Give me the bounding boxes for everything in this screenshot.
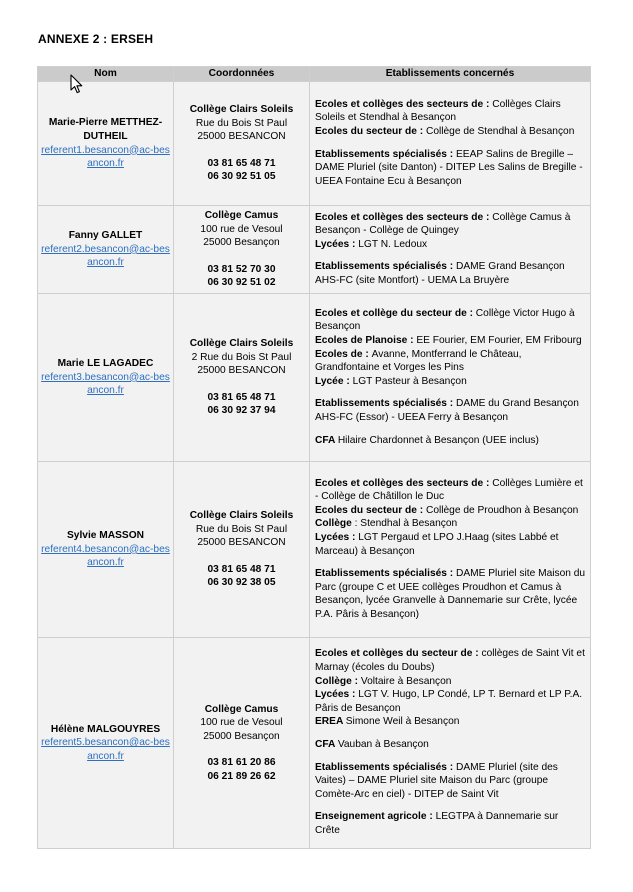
institution-name: Collège Camus: [204, 703, 279, 715]
address-line-2: 25000 BESANCON: [197, 131, 286, 143]
establishment-paragraph: [315, 307, 586, 334]
phone-2: 06 21 89 26 62: [207, 770, 276, 782]
phone-2: 06 30 92 51 02: [207, 277, 276, 289]
establishment-paragraph: [315, 211, 586, 238]
referent-name: Marie LE LAGADEC: [57, 358, 154, 370]
establishment-label: Ecoles et collèges des secteurs de :: [315, 477, 493, 489]
referent-email-link[interactable]: referent3.besancon@ac-besancon.fr: [41, 371, 170, 397]
institution-name: Collège Camus: [204, 210, 279, 222]
establishment-paragraph: [315, 675, 586, 689]
table-row: [38, 294, 591, 462]
address-line-1: Rue du Bois St Paul: [195, 523, 288, 535]
establishment-label: Lycées :: [315, 531, 359, 543]
establishment-paragraph: [315, 531, 586, 558]
referent-name: Marie-Pierre METTHEZ-DUTHEIL: [48, 117, 163, 142]
coordinates-cell: [174, 206, 310, 294]
establishment-text: DAME Grand Besançon AHS-FC (site Montfort) - UEMA La Bruyère: [315, 261, 565, 286]
establishment-text: EE Fourier, EM Fourier, EM Fribourg: [416, 335, 582, 347]
establishment-text: DAME Pluriel (site des Vaites) – DAME Pluriel site Maison du Parc (groupe Comète-Arc en ciel) - DITEP de Saint Vit: [315, 761, 558, 800]
coordinates-cell: [174, 294, 310, 462]
address-line-2: 25000 BESANCON: [197, 537, 286, 549]
establishment-text: DAME du Grand Besançon AHS-FC (Essor) - UEEA Ferry à Besançon: [315, 398, 579, 423]
establishment-paragraph: [315, 98, 586, 125]
header-etablissements: Etablissements concernés: [310, 67, 591, 82]
phone-2: 06 30 92 38 05: [207, 577, 276, 589]
establishment-paragraph: [315, 647, 586, 674]
establishment-label: Etablissements spécialisés :: [315, 568, 456, 580]
table-row: [38, 462, 591, 638]
establishment-label: Ecoles et collèges du secteur de :: [315, 648, 482, 660]
address-line-1: 100 rue de Vesoul: [200, 717, 283, 729]
referent-name: Sylvie MASSON: [67, 530, 144, 542]
establishment-text: Voltaire à Besançon: [360, 675, 452, 687]
establishment-text: : Stendhal à Besançon: [354, 518, 458, 530]
establishment-paragraph: [315, 238, 586, 252]
coordinates-cell: [174, 82, 310, 206]
institution-name: Collège Clairs Soleils: [189, 104, 294, 116]
referent-cell: [38, 638, 174, 849]
establishment-text: Collège de Proudhon à Besançon: [425, 504, 579, 516]
institution-name: Collège Clairs Soleils: [189, 510, 294, 522]
establishment-paragraph: [315, 688, 586, 715]
referent-email-link[interactable]: referent4.besancon@ac-besancon.fr: [41, 543, 170, 569]
table-header-row: [38, 67, 591, 82]
establishment-label: Ecoles et collège du secteur de :: [315, 307, 476, 319]
referent-cell: [38, 206, 174, 294]
establishment-label: Ecoles de Planoise :: [315, 335, 417, 347]
phone-2: 06 30 92 51 05: [207, 171, 276, 183]
establishment-paragraph: [315, 148, 586, 189]
header-coordonnees: Coordonnées: [174, 67, 310, 82]
referent-name: Hélène MALGOUYRES: [50, 723, 161, 735]
establishment-text: Collège Camus à Besançon - Collège de Quingey: [315, 211, 571, 237]
establishments-cell: [310, 294, 591, 462]
address-line-2: 25000 Besançon: [203, 730, 280, 742]
establishment-text: LGT Pergaud et LPO J.Haag (sites Labbé et Marceau) à Besançon: [315, 531, 559, 557]
establishment-label: Etablissements spécialisés :: [315, 148, 456, 160]
table-row: [38, 638, 591, 849]
address-line-1: Rue du Bois St Paul: [195, 117, 288, 129]
establishment-paragraph: [315, 125, 586, 139]
establishment-label: CFA: [315, 739, 338, 750]
referent-cell: [38, 82, 174, 206]
establishment-label: Lycées :: [315, 238, 359, 250]
establishment-text: LGT N. Ledoux: [358, 238, 428, 250]
establishments-cell: [310, 206, 591, 294]
establishment-text: Collège de Stendhal à Besançon: [425, 125, 575, 137]
establishment-paragraph: [315, 477, 586, 504]
establishment-paragraph: [315, 260, 586, 287]
establishment-text: Collèges Clairs Soleils et Stendhal à Besançon: [315, 98, 561, 124]
referent-email-link[interactable]: referent2.besancon@ac-besancon.fr: [41, 243, 170, 269]
establishment-text: DAME Pluriel site Maison du Parc (groupe C et UEE collèges Proudhon et Camus à Besançon, lycée Granvelle à Dannemarie sur Crête, lycée P.A. Pâris à Besançon): [315, 568, 586, 620]
establishment-paragraph: [315, 397, 586, 424]
establishment-paragraph: [315, 434, 586, 448]
establishments-cell: [310, 638, 591, 849]
address-line-1: 100 rue de Vesoul: [200, 223, 283, 235]
establishment-label: Etablissements spécialisés :: [315, 261, 456, 273]
establishment-paragraph: [315, 517, 586, 531]
table-row: [38, 82, 591, 206]
establishment-label: Ecoles du secteur de :: [315, 125, 426, 137]
establishment-label: Ecoles de :: [315, 348, 372, 360]
establishments-cell: [310, 462, 591, 638]
establishment-label: Ecoles et collèges des secteurs de :: [315, 211, 493, 223]
referent-email-link[interactable]: referent1.besancon@ac-besancon.fr: [41, 144, 170, 170]
coordinates-cell: [174, 462, 310, 638]
establishment-paragraph: [315, 761, 586, 802]
establishment-text: collèges de Saint Vit et Marnay (écoles du Doubs): [315, 648, 585, 674]
referent-cell: [38, 294, 174, 462]
establishment-paragraph: [315, 567, 586, 621]
address-line-1: 2 Rue du Bois St Paul: [191, 351, 292, 363]
establishment-paragraph: [315, 738, 586, 752]
establishment-label: Etablissements spécialisés :: [315, 761, 456, 773]
establishment-text: Vauban à Besançon: [337, 739, 429, 750]
phone-1: 03 81 65 48 71: [207, 157, 276, 169]
coordinates-cell: [174, 638, 310, 849]
establishment-label: Collège: [315, 518, 355, 530]
establishment-label: Lycées :: [315, 689, 359, 701]
establishment-text: Collège Victor Hugo à Besançon: [315, 307, 575, 333]
table-row: [38, 206, 591, 294]
referent-email-link[interactable]: referent5.besancon@ac-besancon.fr: [41, 737, 170, 762]
establishment-label: Ecoles et collèges des secteurs de :: [315, 98, 493, 110]
establishments-cell: [310, 82, 591, 206]
establishment-text: LEGTPA à Dannemarie sur Crête: [315, 811, 559, 836]
establishment-text: EEAP Salins de Bregille – DAME Pluriel (site Danton) - DITEP Les Salins de Bregille - UEEA Fontaine Ecu à Besançon: [315, 148, 583, 187]
phone-1: 03 81 65 48 71: [207, 563, 276, 575]
establishment-label: Lycée :: [315, 375, 353, 387]
establishment-label: EREA: [315, 716, 346, 728]
header-nom: Nom: [38, 67, 174, 82]
page-title: ANNEXE 2 : ERSEH: [38, 32, 154, 46]
referents-table: [37, 66, 591, 849]
establishment-paragraph: [315, 504, 586, 518]
establishment-text: Collèges Lumière et - Collège de Châtillon le Duc: [315, 477, 583, 503]
phone-1: 03 81 61 20 86: [207, 757, 276, 769]
establishment-paragraph: [315, 348, 586, 375]
institution-name: Collège Clairs Soleils: [189, 338, 294, 350]
establishment-text: Simone Weil à Besançon: [345, 716, 460, 728]
establishment-label: Enseignement agricole :: [315, 811, 436, 823]
address-line-2: 25000 Besançon: [203, 237, 280, 249]
establishment-text: LGT Pasteur à Besançon: [352, 375, 467, 387]
address-line-2: 25000 BESANCON: [197, 365, 286, 377]
establishment-text: Hilaire Chardonnet à Besançon (UEE inclus): [337, 434, 539, 446]
establishment-paragraph: [315, 375, 586, 389]
establishment-label: CFA: [315, 434, 338, 446]
referent-cell: [38, 462, 174, 638]
phone-1: 03 81 65 48 71: [207, 391, 276, 403]
mouse-pointer-icon: [70, 74, 84, 94]
establishment-text: Avanne, Montferrand le Château, Grandfontaine et Vorges les Pins: [315, 348, 522, 374]
establishment-text: LGT V. Hugo, LP Condé, LP T. Bernard et LP P.A. Pâris de Besançon: [315, 689, 583, 714]
referent-name: Fanny GALLET: [68, 230, 143, 242]
establishment-label: Ecoles du secteur de :: [315, 504, 426, 516]
establishment-label: Collège :: [315, 675, 361, 687]
establishment-paragraph: [315, 334, 586, 348]
establishment-paragraph: [315, 715, 586, 729]
establishment-paragraph: [315, 810, 586, 837]
phone-2: 06 30 92 37 94: [207, 405, 276, 417]
establishment-label: Etablissements spécialisés :: [315, 398, 456, 410]
phone-1: 03 81 52 70 30: [207, 263, 276, 275]
